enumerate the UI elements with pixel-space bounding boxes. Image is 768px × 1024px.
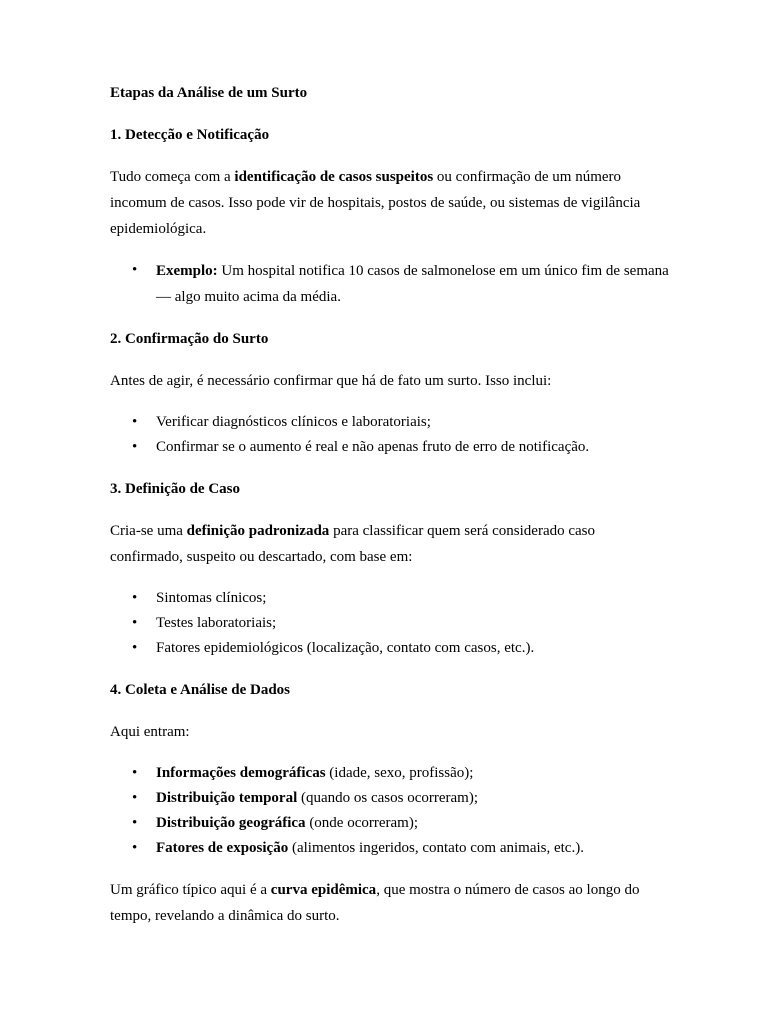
bullet-icon: • — [132, 765, 138, 781]
document-page — [110, 80, 670, 945]
list-item — [110, 761, 670, 786]
bullet-icon: • — [132, 590, 138, 606]
list-item — [110, 636, 670, 661]
text-run: , que mostra o número de casos ao longo do tempo, revelando a dinâmica do surto. — [110, 882, 640, 924]
section-heading-coleta: 4. Coleta e Análise de Dados — [110, 682, 290, 698]
bold-text-run: Informações demográficas — [156, 765, 326, 781]
list-item-text: Verificar diagnósticos clínicos e laboratoriais; — [156, 414, 431, 430]
bullet-icon: • — [132, 414, 138, 430]
list-item — [110, 811, 670, 836]
bullet-list-coleta — [110, 761, 670, 861]
bold-text-run: Distribuição geográfica — [156, 815, 306, 831]
bold-text-run: Fatores de exposição — [156, 840, 289, 856]
bullet-icon: • — [132, 615, 138, 631]
text-run: Tudo começa com a — [110, 169, 235, 185]
text-run: Cria-se uma — [110, 523, 187, 539]
bullet-icon: • — [132, 439, 138, 455]
section-heading-deteccao: 1. Detecção e Notificação — [110, 127, 270, 143]
bold-text-run: definição padronizada — [186, 523, 330, 539]
text-run: para classificar quem será considerado caso confirmado, suspeito ou descartado, com base em: — [110, 523, 596, 565]
text-run: Um gráfico típico aqui é a — [110, 882, 271, 898]
list-item — [110, 836, 670, 861]
bold-text-run: Exemplo: — [156, 263, 218, 279]
list-item-text: Sintomas clínicos; — [156, 590, 267, 606]
list-item-text: Testes laboratoriais; — [156, 615, 277, 631]
bold-text-run: curva epidêmica — [270, 882, 377, 898]
paragraph-definicao — [110, 518, 670, 570]
section-heading-confirmacao: 2. Confirmação do Surto — [110, 331, 269, 347]
document-title: Etapas da Análise de um Surto — [110, 85, 308, 101]
paragraph-curva-epidemica — [110, 877, 670, 929]
text-run: Um hospital notifica 10 casos de salmonelose em um único fim de semana — algo muito acima da média. — [156, 263, 669, 305]
section-heading-definicao: 3. Definição de Caso — [110, 481, 240, 497]
list-item — [110, 435, 670, 460]
bullet-icon: • — [132, 640, 138, 656]
list-item-text: Fatores epidemiológicos (localização, contato com casos, etc.). — [156, 640, 535, 656]
text-run: (idade, sexo, profissão); — [325, 765, 474, 781]
text-run: (alimentos ingeridos, contato com animais, etc.). — [288, 840, 584, 856]
bullet-icon: • — [132, 815, 138, 831]
bold-text-run: Distribuição temporal — [156, 790, 298, 806]
bullet-icon: • — [132, 840, 138, 856]
list-item — [110, 410, 670, 435]
text-run: (quando os casos ocorreram); — [297, 790, 479, 806]
list-item — [110, 786, 670, 811]
paragraph-confirmacao: Antes de agir, é necessário confirmar que há de fato um surto. Isso inclui: — [110, 373, 552, 389]
bullet-list-exemplo — [110, 258, 670, 310]
list-item-text: Confirmar se o aumento é real e não apenas fruto de erro de notificação. — [156, 439, 590, 455]
text-run: ou confirmação de um número incomum de casos. Isso pode vir de hospitais, postos de saúde, ou sistemas de vigilância epidemiológica. — [110, 169, 641, 237]
bullet-list-confirmacao — [110, 410, 670, 460]
list-item — [110, 258, 670, 310]
paragraph-deteccao — [110, 164, 670, 242]
bullet-icon: • — [132, 790, 138, 806]
list-item — [110, 611, 670, 636]
bullet-list-definicao — [110, 586, 670, 661]
paragraph-coleta: Aqui entram: — [110, 724, 190, 740]
text-run: (onde ocorreram); — [305, 815, 419, 831]
list-item — [110, 586, 670, 611]
bold-text-run: identificação de casos suspeitos — [234, 169, 434, 185]
bullet-icon: • — [132, 262, 138, 278]
